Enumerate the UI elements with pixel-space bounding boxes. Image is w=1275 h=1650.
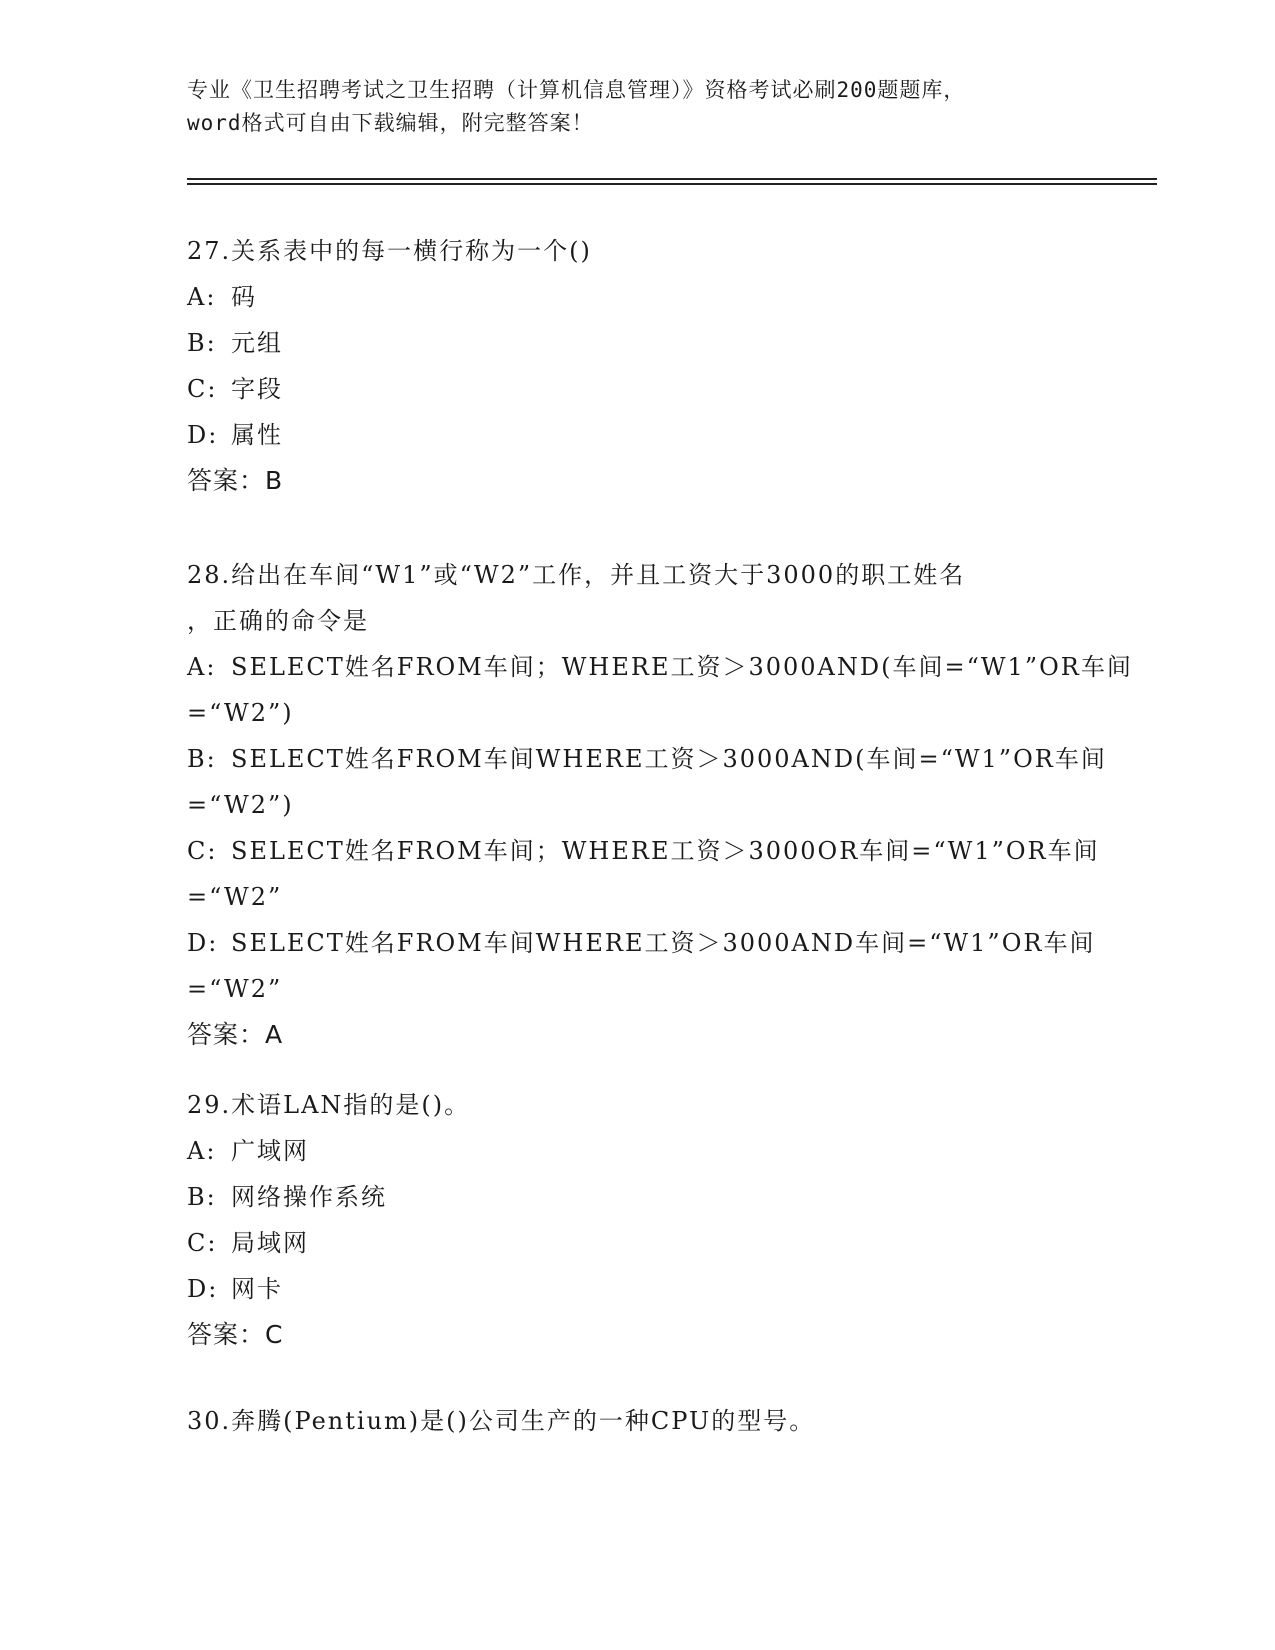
option-c — [187, 1220, 1087, 1266]
header-divider-bottom — [187, 183, 1157, 185]
option-label: C: — [187, 837, 218, 865]
answer-line: 答案：A — [187, 1020, 284, 1049]
option-b — [187, 320, 1087, 366]
option-d-continued: =“W2” — [187, 975, 283, 1003]
option-a-continued: =“W2”) — [187, 699, 294, 727]
option-label: D: — [187, 421, 219, 449]
option-b — [187, 1174, 1087, 1220]
header-divider-top — [187, 178, 1157, 180]
option-d — [187, 920, 1096, 966]
question-28 — [187, 552, 1133, 1058]
option-a — [187, 1128, 1087, 1174]
option-text: 属性 — [231, 421, 283, 449]
option-text: 码 — [231, 283, 257, 311]
answer-line: 答案：C — [187, 1320, 284, 1349]
question-stem: 29.术语LAN指的是()。 — [187, 1091, 471, 1119]
question-27 — [187, 228, 1087, 504]
question-stem: 27.关系表中的每一横行称为一个() — [187, 237, 592, 265]
option-label: C: — [187, 375, 218, 403]
option-label: A: — [187, 653, 217, 681]
option-text: 网卡 — [231, 1275, 283, 1303]
option-c — [187, 828, 1100, 874]
option-text: SELECT姓名FROM车间；WHERE工资＞3000AND(车间=“W1”OR车间 — [231, 653, 1133, 681]
question-stem-continued: ，正确的命令是 — [187, 607, 369, 635]
option-label: B: — [187, 1183, 217, 1211]
answer-line: 答案：B — [187, 466, 284, 495]
option-label: A: — [187, 283, 217, 311]
document-header — [187, 74, 1087, 140]
option-text: 字段 — [231, 375, 283, 403]
header-title-line-1: 专业《卫生招聘考试之卫生招聘（计算机信息管理）》资格考试必刷200题题库， — [187, 78, 966, 102]
option-text: 网络操作系统 — [231, 1183, 387, 1211]
option-label: B: — [187, 745, 217, 773]
question-30 — [187, 1398, 1087, 1444]
option-b — [187, 736, 1107, 782]
question-29 — [187, 1082, 1087, 1358]
option-text: 广域网 — [231, 1137, 309, 1165]
option-label: A: — [187, 1137, 217, 1165]
header-title-line-2: word格式可自由下载编辑，附完整答案！ — [187, 111, 594, 135]
option-text: 元组 — [231, 329, 283, 357]
option-a — [187, 644, 1133, 690]
option-label: D: — [187, 929, 219, 957]
option-d — [187, 412, 1087, 458]
question-stem: 28.给出在车间“W1”或“W2”工作，并且工资大于3000的职工姓名 — [187, 561, 966, 589]
option-a — [187, 274, 1087, 320]
option-text: SELECT姓名FROM车间；WHERE工资＞3000OR车间=“W1”OR车间 — [231, 837, 1100, 865]
option-label: D: — [187, 1275, 219, 1303]
option-c — [187, 366, 1087, 412]
option-b-continued: =“W2”) — [187, 791, 294, 819]
option-text: SELECT姓名FROM车间WHERE工资＞3000AND车间=“W1”OR车间 — [231, 929, 1096, 957]
option-label: B: — [187, 329, 217, 357]
option-c-continued: =“W2” — [187, 883, 283, 911]
option-text: SELECT姓名FROM车间WHERE工资＞3000AND(车间=“W1”OR车间 — [231, 745, 1107, 773]
option-text: 局域网 — [231, 1229, 309, 1257]
option-label: C: — [187, 1229, 218, 1257]
question-stem: 30.奔腾(Pentium)是()公司生产的一种CPU的型号。 — [187, 1407, 816, 1435]
option-d — [187, 1266, 1087, 1312]
